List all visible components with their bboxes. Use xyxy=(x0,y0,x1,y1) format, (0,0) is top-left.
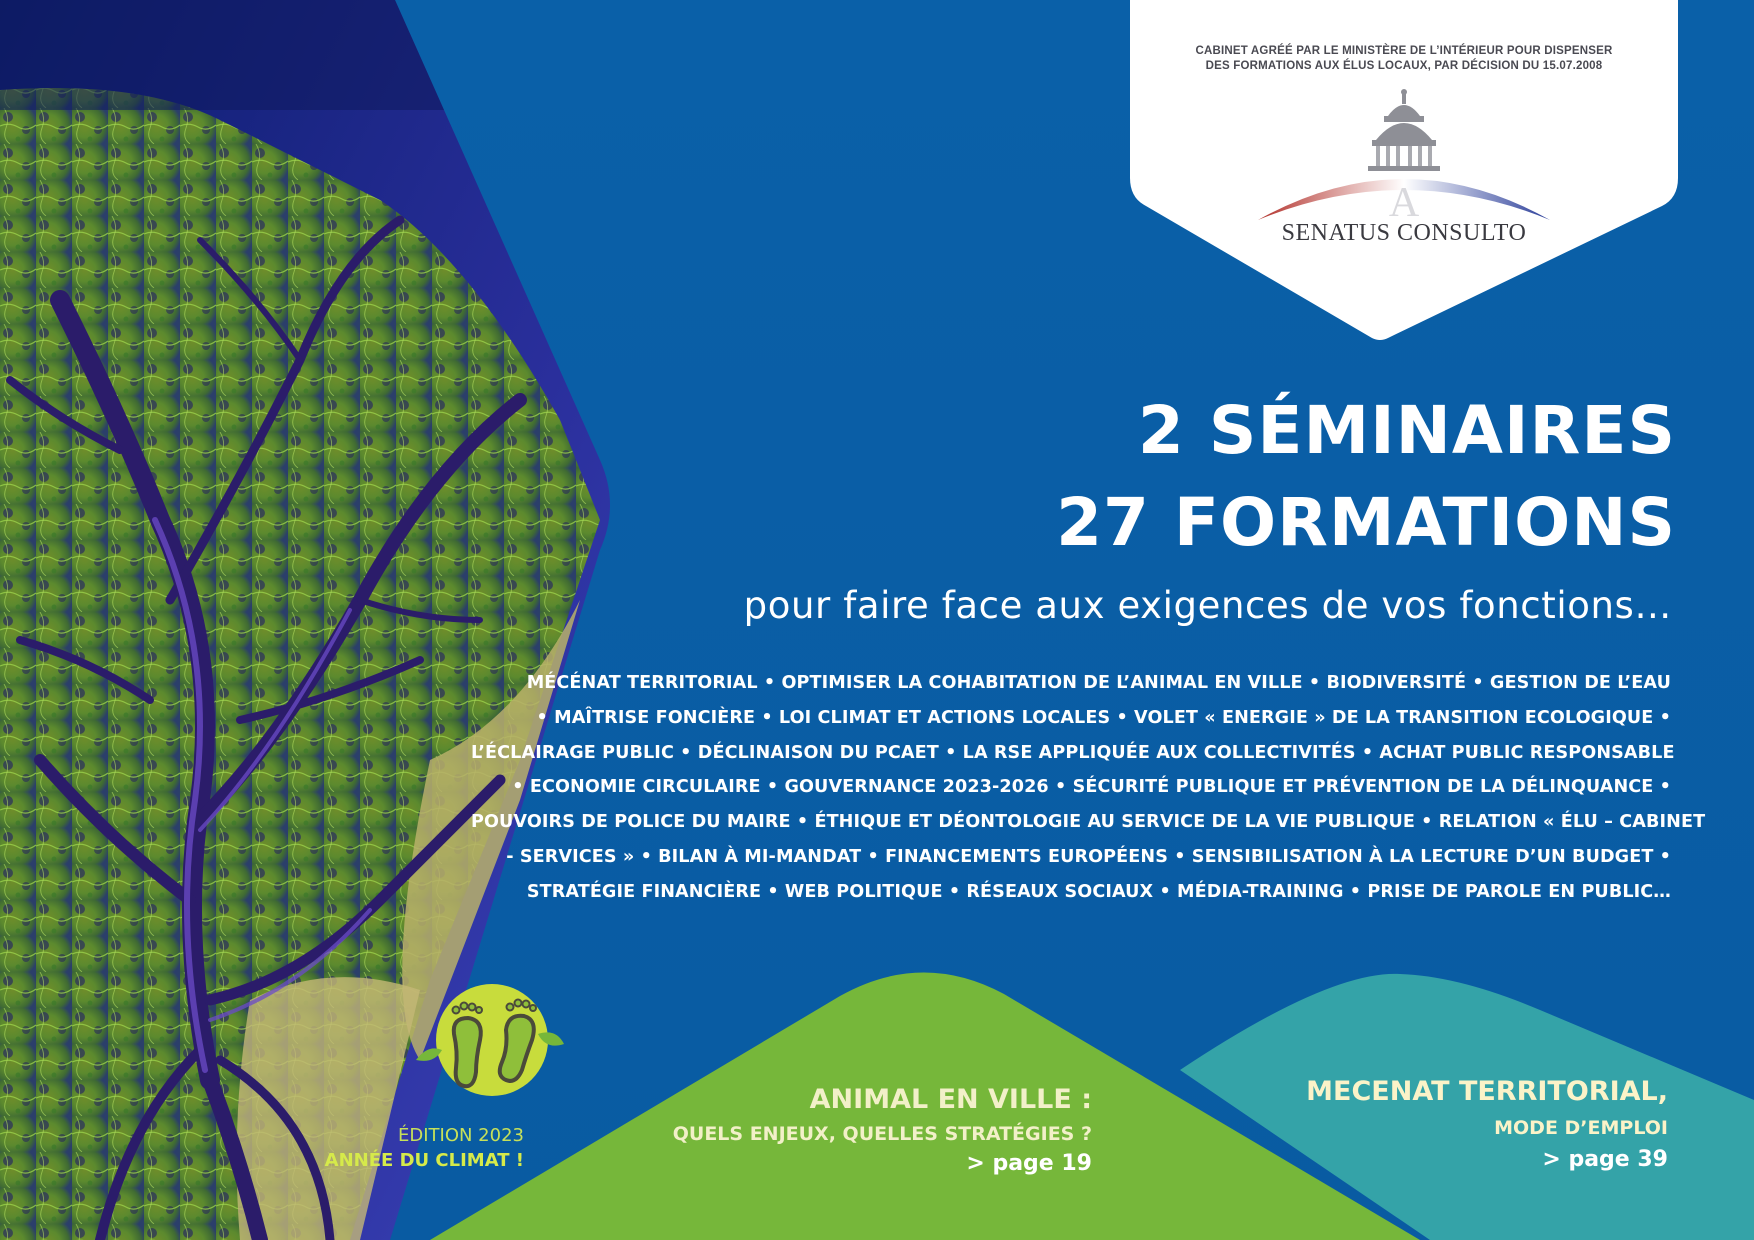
topic-line: • MAÎTRISE FONCIÈRE • LOI CLIMAT ET ACTIONS LOCALES • VOLET « ENERGIE » DE LA TRANSITION ECOLOGIQUE • xyxy=(536,707,1671,728)
feature-animal-en-ville[interactable] xyxy=(673,1084,1092,1176)
topics-list xyxy=(471,666,1706,910)
agreement-line-1: CABINET AGRÉÉ PAR LE MINISTÈRE DE L’INTÉRIEUR POUR DISPENSER xyxy=(1195,45,1613,57)
headline-formations: 27 FORMATIONS xyxy=(1056,484,1676,561)
headline-seminars: 2 SÉMINAIRES xyxy=(1137,392,1676,469)
topic-line: • ECONOMIE CIRCULAIRE • GOUVERNANCE 2023-2026 • SÉCURITÉ PUBLIQUE ET PRÉVENTION DE LA DÉLINQUANCE • xyxy=(512,777,1671,798)
edition-claim: ANNÉE DU CLIMAT ! xyxy=(324,1150,524,1171)
svg-text:A: A xyxy=(1388,180,1420,226)
logo-plaque xyxy=(1130,0,1678,340)
tagline: pour faire face aux exigences de vos fonctions… xyxy=(743,584,1672,627)
feature-animal-title: ANIMAL EN VILLE : xyxy=(809,1084,1092,1115)
topic-line: - SERVICES » • BILAN À MI-MANDAT • FINANCEMENTS EUROPÉENS • SENSIBILISATION À LA LECTURE D’UN BUDGET • xyxy=(506,846,1671,867)
brand-name: SENATUS CONSULTO xyxy=(1281,220,1527,246)
feature-animal-subtitle: QUELS ENJEUX, QUELLES STRATÉGIES ? xyxy=(672,1123,1092,1145)
topic-line: POUVOIRS DE POLICE DU MAIRE • ÉTHIQUE ET DÉONTOLOGIE AU SERVICE DE LA VIE PUBLIQUE • RELATION « ÉLU – CABINET xyxy=(471,812,1706,833)
topic-line: L’ÉCLAIRAGE PUBLIC • DÉCLINAISON DU PCAET • LA RSE APPLIQUÉE AUX COLLECTIVITÉS • ACHAT PUBLIC RESPONSABLE xyxy=(471,742,1675,763)
feature-animal-page-link[interactable]: > page 19 xyxy=(966,1151,1092,1176)
feature-mecenat-subtitle: MODE D’EMPLOI xyxy=(1494,1117,1668,1139)
edition-label xyxy=(325,1125,524,1171)
capitol-dome-icon xyxy=(1130,88,1678,228)
agreement-notice xyxy=(1130,44,1678,74)
feature-mecenat-territorial[interactable] xyxy=(1306,1076,1668,1172)
climate-badge xyxy=(410,980,570,1100)
feature-mecenat-title: MECENAT TERRITORIAL, xyxy=(1306,1076,1668,1107)
feature-mecenat-page-link[interactable]: > page 39 xyxy=(1542,1147,1668,1172)
edition-year: ÉDITION 2023 xyxy=(397,1125,524,1146)
topic-line: STRATÉGIE FINANCIÈRE • WEB POLITIQUE • RÉSEAUX SOCIAUX • MÉDIA-TRAINING • PRISE DE PAROLE EN PUBLIC… xyxy=(526,881,1671,902)
agreement-line-2: DES FORMATIONS AUX ÉLUS LOCAUX, PAR DÉCISION DU 15.07.2008 xyxy=(1205,60,1603,72)
topic-line: MÉCÉNAT TERRITORIAL • OPTIMISER LA COHABITATION DE L’ANIMAL EN VILLE • BIODIVERSITÉ • GESTION DE L’EAU xyxy=(526,673,1671,693)
